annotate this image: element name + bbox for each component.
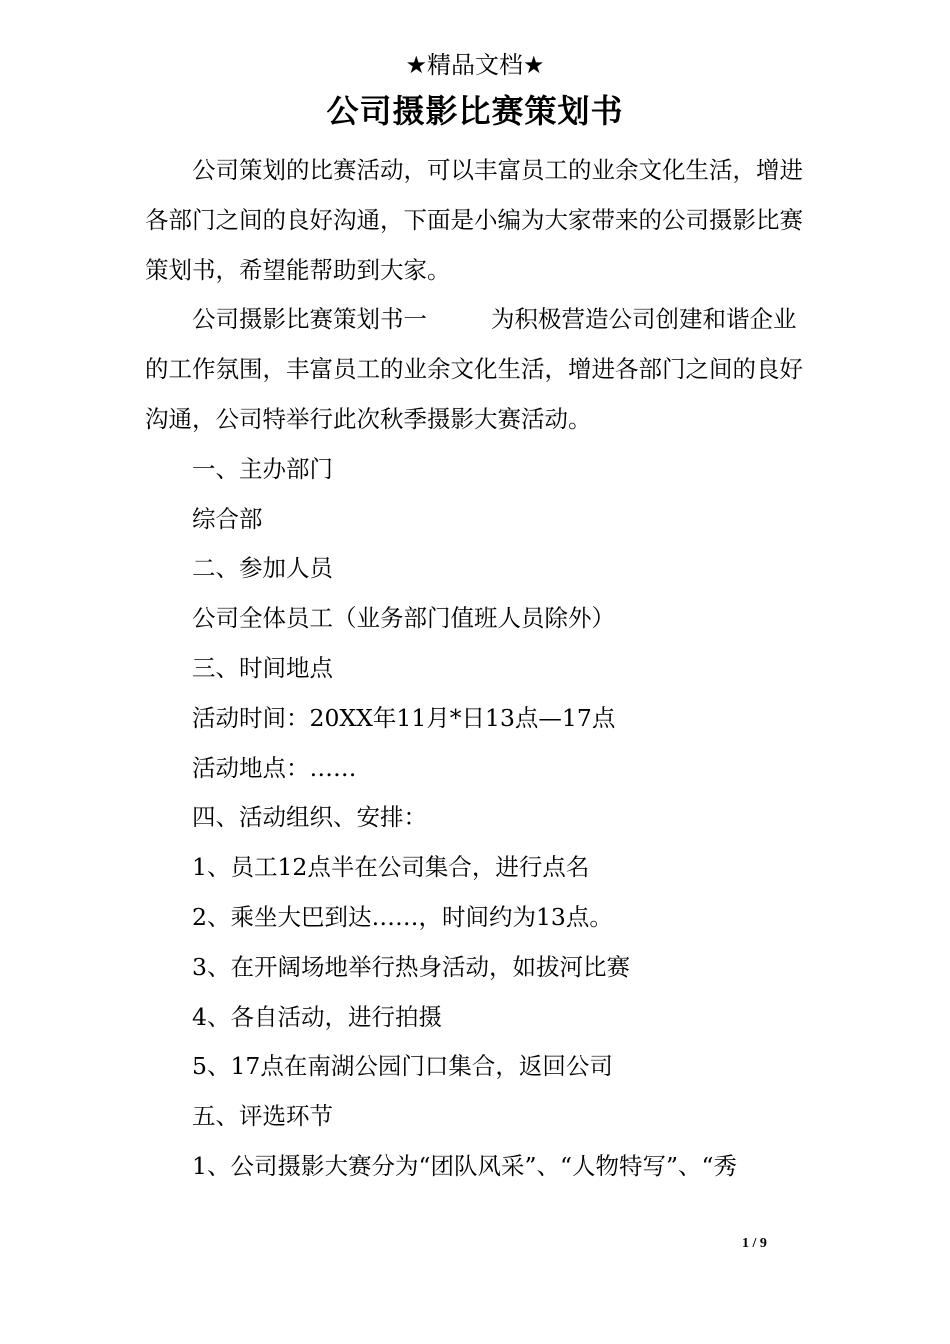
participants-heading: 二、参加人员 bbox=[192, 554, 333, 583]
judging-heading: 五、评选环节 bbox=[192, 1102, 333, 1131]
arrangement-heading: 四、活动组织、安排： bbox=[192, 803, 427, 832]
header-mark: ★精品文档★ bbox=[405, 51, 545, 79]
arrangement-step-1: 1、员工12点半在公司集合，进行点名 bbox=[192, 853, 590, 882]
arrangement-step-3: 3、在开阔场地举行热身活动，如拔河比赛 bbox=[192, 952, 630, 981]
document-title: 公司摄影比赛策划书 bbox=[326, 92, 624, 130]
organizer-value: 综合部 bbox=[192, 504, 263, 533]
arrangement-step-2: 2、乘坐大巴到达……，时间约为13点。 bbox=[192, 902, 613, 931]
section-one-paragraph bbox=[145, 295, 810, 444]
judging-item-1: 1、公司摄影大赛分为“团队风采”、“人物特写”、“秀 bbox=[192, 1151, 738, 1180]
document-body bbox=[145, 146, 810, 1192]
time-place-heading: 三、时间地点 bbox=[192, 653, 333, 682]
intro-paragraph: 公司策划的比赛活动，可以丰富员工的业余文化生活，增进各部门之间的良好沟通，下面是小编为大家带来的公司摄影比赛策划书，希望能帮助到大家。 bbox=[145, 156, 803, 284]
event-place: 活动地点：…… bbox=[192, 753, 357, 782]
arrangement-step-5: 5、17点在南湖公园门口集合，返回公司 bbox=[192, 1052, 613, 1081]
page-number: 1 / 9 bbox=[742, 1236, 767, 1251]
organizer-heading: 一、主办部门 bbox=[192, 454, 333, 483]
section-one-heading: 公司摄影比赛策划书一 bbox=[192, 305, 427, 334]
section-one-text: 为积极营造公司创建和谐企业的工作氛围，丰富员工的业余文化生活，增进各部门之间的良好沟通，公司特举行此次秋季摄影大赛活动。 bbox=[145, 305, 803, 433]
arrangement-step-4: 4、各自活动，进行拍摄 bbox=[192, 1002, 442, 1031]
event-time: 活动时间：20XX年11月*日13点—17点 bbox=[192, 703, 616, 732]
participants-value: 公司全体员工（业务部门值班人员除外） bbox=[192, 604, 615, 633]
